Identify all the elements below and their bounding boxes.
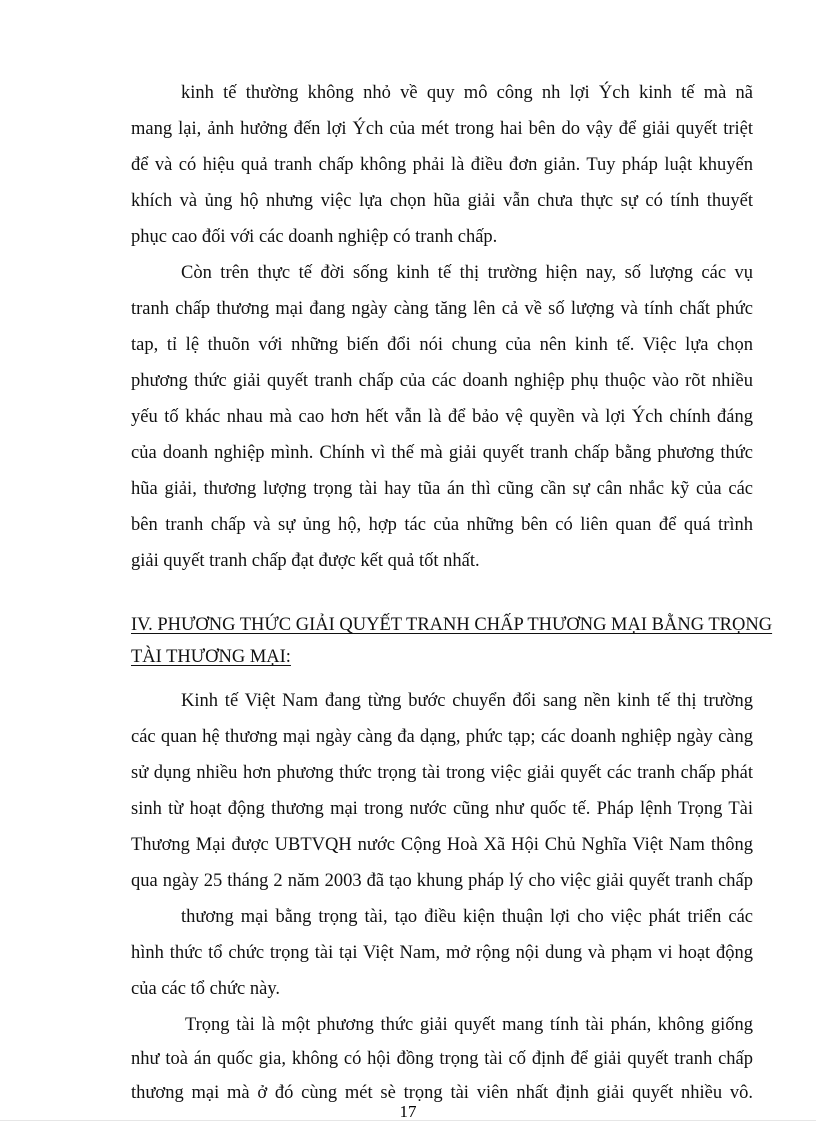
text-line: Thương Mại được UBTVQH nước Cộng Hoà Xã Hội Chủ Nghĩa Việt Nam thông (131, 835, 753, 855)
text-line: thương mại bằng trọng tài, tạo điều kiện thuận lợi cho việc phát triển các (181, 907, 753, 927)
text-line: qua ngày 25 tháng 2 năm 2003 đã tạo khung pháp lý cho việc giải quyết tranh chấp (131, 871, 753, 891)
text-line: hũa giải, thương lượng trọng tài hay tũa án thì cũng cần sự cân nhắc kỹ của các (131, 479, 753, 499)
text-line: Trọng tài là một phương thức giải quyết mang tính tài phán, không giống (185, 1015, 753, 1035)
text-line: thương mại mà ở đó cùng mét sè trọng tài viên nhất định giải quyết nhiều vô. (131, 1083, 753, 1103)
text-line: sinh từ hoạt động thương mại trong nước cũng như quốc tế. Pháp lệnh Trọng Tài (131, 799, 753, 819)
text-line: khích và ủng hộ nhưng việc lựa chọn hũa giải vẫn chưa thực sự có tính thuyết (131, 191, 753, 211)
text-line: phục cao đối với các doanh nghiệp có tranh chấp. (131, 227, 498, 247)
section-heading-line-2: TÀI THƯƠNG MẠI: (131, 647, 291, 667)
text-line: như toà án quốc gia, không có hội đồng trọng tài cố định để giải quyết tranh chấp (131, 1049, 753, 1069)
text-line: của các tổ chức này. (131, 979, 281, 999)
text-line: tap, tỉ lệ thuõn với những biến đổi nói chung của nên kinh tế. Việc lựa chọn (131, 335, 753, 355)
page-number: 17 (399, 1102, 417, 1121)
text-line: mang lại, ảnh hưởng đến lợi Ých của mét trong hai bên do vậy để giải quyết triệt (131, 119, 753, 139)
text-line: phương thức giải quyết tranh chấp của các doanh nghiệp phụ thuộc vào rõt nhiều (131, 371, 753, 391)
text-line: để và có hiệu quả tranh chấp không phải là điều đơn giản. Tuy pháp luật khuyến (131, 155, 753, 175)
text-line: hình thức tổ chức trọng tài tại Việt Nam, mở rộng nội dung và phạm vi hoạt động (131, 943, 753, 963)
text-line: giải quyết tranh chấp đạt được kết quả tốt nhất. (131, 551, 480, 571)
text-line: yếu tố khác nhau mà cao hơn hết vẫn là để bảo vệ quyền và lợi Ých chính đáng (131, 407, 753, 427)
text-line: Kinh tế Việt Nam đang từng bước chuyển đổi sang nền kinh tế thị trường (181, 691, 753, 711)
text-line: sử dụng nhiều hơn phương thức trọng tài trong việc giải quyết các tranh chấp phát (131, 763, 753, 783)
text-line: tranh chấp thương mại đang ngày càng tăng lên cả về số lượng và tính chất phức (131, 299, 753, 319)
text-line: kinh tế thường không nhỏ về quy mô công nh lợi Ých kinh tế mà nã (181, 83, 753, 103)
text-line: Còn trên thực tế đời sống kinh tế thị trường hiện nay, số lượng các vụ (181, 263, 753, 283)
section-heading-line-1: IV. PHƯƠNG THỨC GIẢI QUYẾT TRANH CHẤP THƯƠNG MẠI BẰNG TRỌNG (131, 615, 773, 635)
text-line: của doanh nghiệp mình. Chính vì thế mà giải quyết tranh chấp bằng phương thức (131, 443, 753, 463)
text-line: bên tranh chấp và sự ủng hộ, hợp tác của những bên có liên quan để quá trình (131, 515, 753, 535)
text-line: các quan hệ thương mại ngày càng đa dạng, phức tạp; các doanh nghiệp ngày càng (131, 727, 753, 747)
